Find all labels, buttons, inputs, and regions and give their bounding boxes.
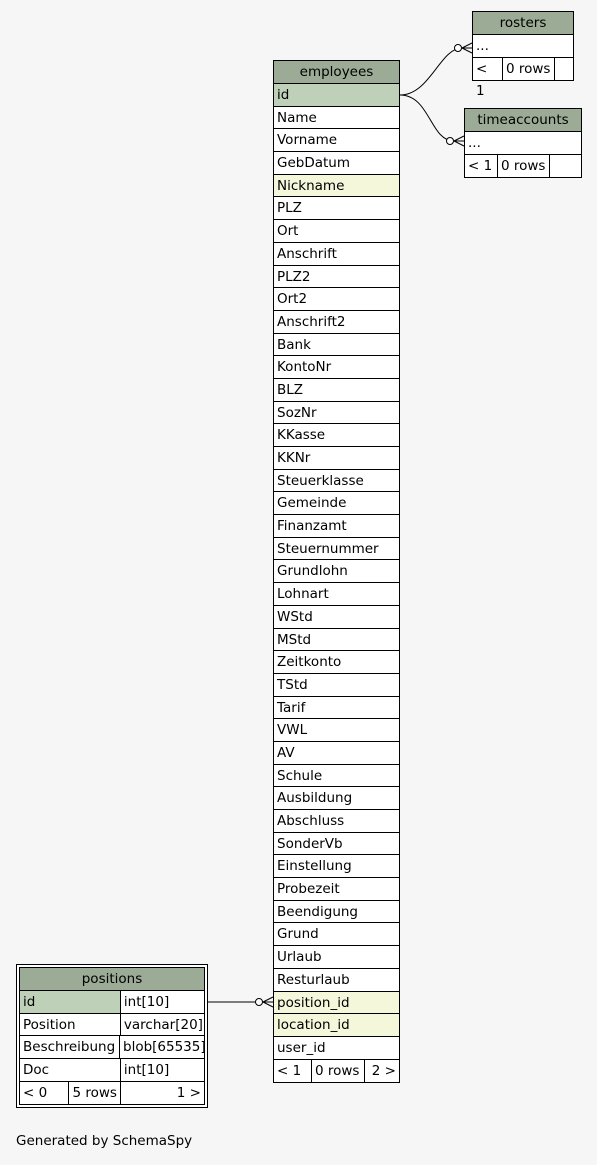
link-employees-timeaccounts xyxy=(400,95,454,141)
employees-column-wstd: WStd xyxy=(274,606,399,629)
timeaccounts-table[interactable] xyxy=(464,108,582,178)
positions-row xyxy=(20,1014,204,1037)
positions-col-type: blob[65535] xyxy=(123,1039,206,1056)
employees-column-finanzamt: Finanzamt xyxy=(274,515,399,538)
employees-column-kontonr: KontoNr xyxy=(274,356,399,379)
positions-table-title: positions xyxy=(20,968,204,991)
employees-column-tarif: Tarif xyxy=(274,697,399,720)
employees-column-probezeit: Probezeit xyxy=(274,878,399,901)
employees-table-title: employees xyxy=(274,61,399,84)
positions-col-name: Beschreibung xyxy=(20,1036,120,1058)
rosters-footer-parents: < 1 xyxy=(473,58,503,80)
employees-column-schule: Schule xyxy=(274,765,399,788)
link-crow-timeaccounts xyxy=(454,136,464,146)
employees-footer-children: 2 > xyxy=(371,1062,396,1079)
positions-table-frame xyxy=(16,964,208,1108)
employees-column-plz: PLZ xyxy=(274,197,399,220)
link-crow-employees xyxy=(263,997,273,1007)
employees-column-einstellung: Einstellung xyxy=(274,855,399,878)
employees-column-soznr: SozNr xyxy=(274,402,399,425)
timeaccounts-table-footer xyxy=(465,155,581,177)
positions-col-type: int[10] xyxy=(123,1062,170,1079)
employees-column-gebdatum: GebDatum xyxy=(274,152,399,175)
rosters-table[interactable] xyxy=(472,11,574,99)
employees-column-resturlaub: Resturlaub xyxy=(274,969,399,992)
rosters-table-title: rosters xyxy=(473,12,573,35)
rosters-footer-rows: 0 rows xyxy=(503,58,555,80)
employees-column-anschrift: Anschrift xyxy=(274,243,399,266)
positions-col-name: Position xyxy=(20,1014,121,1036)
employees-column-beendigung: Beendigung xyxy=(274,901,399,924)
positions-footer-rows: 5 rows xyxy=(69,1082,120,1104)
employees-column-zeitkonto: Zeitkonto xyxy=(274,651,399,674)
timeaccounts-footer-rows: 0 rows xyxy=(498,155,550,177)
employees-column-bank: Bank xyxy=(274,334,399,357)
positions-row xyxy=(20,991,204,1014)
timeaccounts-footer-children xyxy=(550,155,581,177)
positions-footer-children: 1 > xyxy=(176,1084,201,1101)
employees-column-user-id: user_id xyxy=(274,1037,399,1060)
employees-footer-parents: < 1 xyxy=(274,1060,312,1082)
positions-footer-parents: < 0 xyxy=(20,1082,69,1104)
rosters-row-ellipsis: ... xyxy=(473,35,573,58)
employees-column-position-id: position_id xyxy=(274,992,399,1015)
employees-column-grundlohn: Grundlohn xyxy=(274,560,399,583)
employees-column-urlaub: Urlaub xyxy=(274,946,399,969)
timeaccounts-table-title: timeaccounts xyxy=(465,109,581,132)
employees-column-id: id xyxy=(274,84,399,107)
employees-column-ausbildung: Ausbildung xyxy=(274,787,399,810)
positions-table-footer xyxy=(20,1082,204,1104)
employees-column-abschluss: Abschluss xyxy=(274,810,399,833)
generated-by-label: Generated by SchemaSpy xyxy=(16,1133,193,1149)
rosters-footer-children xyxy=(555,58,573,80)
employees-table[interactable] xyxy=(273,60,400,1083)
positions-row xyxy=(20,1059,204,1082)
employees-column-ort2: Ort2 xyxy=(274,288,399,311)
employees-column-mstd: MStd xyxy=(274,629,399,652)
employees-column-kkasse: KKasse xyxy=(274,424,399,447)
employees-column-name: Name xyxy=(274,107,399,130)
employees-column-plz2: PLZ2 xyxy=(274,266,399,289)
timeaccounts-row-ellipsis: ... xyxy=(465,132,581,155)
employees-column-location-id: location_id xyxy=(274,1014,399,1037)
positions-col-name: Doc xyxy=(20,1059,121,1081)
employees-column-blz: BLZ xyxy=(274,379,399,402)
positions-table[interactable] xyxy=(19,967,205,1105)
link-end-timeaccounts xyxy=(447,138,454,145)
positions-col-type: varchar[20] xyxy=(123,1016,203,1033)
employees-column-tstd: TStd xyxy=(274,674,399,697)
link-crow-rosters xyxy=(462,43,472,53)
positions-row xyxy=(20,1036,204,1059)
employees-footer-rows: 0 rows xyxy=(312,1060,365,1082)
link-end-rosters xyxy=(455,45,462,52)
employees-column-steuernummer: Steuernummer xyxy=(274,538,399,561)
employees-column-vwl: VWL xyxy=(274,719,399,742)
positions-col-type: int[10] xyxy=(121,991,204,1013)
employees-column-lohnart: Lohnart xyxy=(274,583,399,606)
link-employees-rosters xyxy=(400,48,462,95)
employees-column-vorname: Vorname xyxy=(274,129,399,152)
positions-col-name: id xyxy=(20,991,121,1013)
employees-column-grund: Grund xyxy=(274,923,399,946)
employees-table-footer xyxy=(274,1060,399,1082)
employees-column-nickname: Nickname xyxy=(274,175,399,198)
employees-column-av: AV xyxy=(274,742,399,765)
employees-column-steuerklasse: Steuerklasse xyxy=(274,470,399,493)
employees-column-anschrift2: Anschrift2 xyxy=(274,311,399,334)
rosters-table-footer xyxy=(473,58,573,99)
employees-column-kknr: KKNr xyxy=(274,447,399,470)
employees-column-gemeinde: Gemeinde xyxy=(274,492,399,515)
employees-column-ort: Ort xyxy=(274,220,399,243)
link-end-employees xyxy=(256,999,263,1006)
timeaccounts-footer-parents: < 1 xyxy=(465,155,498,177)
employees-column-sondervb: SonderVb xyxy=(274,833,399,856)
